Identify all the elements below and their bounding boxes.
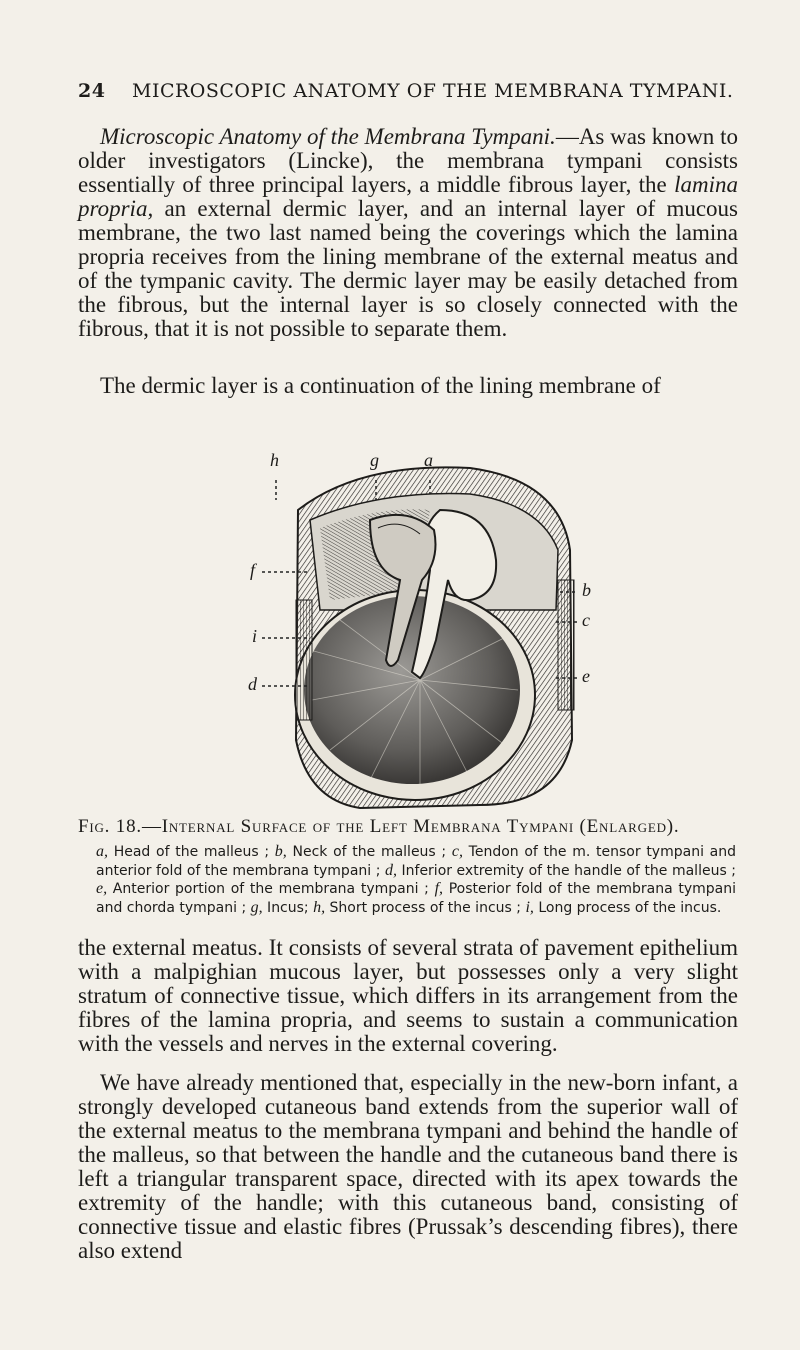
- label-a: a: [424, 450, 433, 470]
- legend-text: Tendon of the m. tensor tympani and anterior fold of the membrana tympani ;: [96, 844, 736, 879]
- paragraph-text: We have already mentioned that, especially in the new-born infant, a strongly developed cutaneous band extends from the superior wall of the external meatus to the membrana tympani and behind the handle of the malleus, so that between the handle and the cutaneous band there is left a triangular transparent space, directed with its apex towards the extremity of the handle; with this cutaneous band, consisting of connective tissue and elastic fibres (Prussak’s descending fibres), there also extend: [78, 1070, 738, 1263]
- label-i: i: [252, 626, 258, 646]
- running-title: MICROSCOPIC ANATOMY OF THE MEMBRANA TYMPANI.: [132, 80, 734, 102]
- legend-key: h,: [313, 898, 326, 916]
- legend-text: Incus;: [262, 899, 314, 916]
- legend-key: g,: [250, 898, 263, 916]
- figure-18: [240, 410, 600, 810]
- legend-text: Head of the malleus ;: [108, 844, 275, 860]
- paragraph-text: The dermic layer is a continuation of the lining membrane of: [100, 373, 661, 398]
- label-h: h: [270, 450, 279, 470]
- legend-key: e,: [96, 880, 108, 897]
- membrana-tympani-illustration: [240, 410, 600, 810]
- legend-text: Anterior portion of the membrana tympani ;: [107, 881, 435, 897]
- label-d: d: [248, 674, 257, 694]
- paragraph-text: an external dermic layer, and an internal layer of mucous membrane, the two last named being the coverings which the lamina propria receives from the lining membrane of the external meatus and of the tympanic cavity. The dermic layer may be easily detached from the fibrous, but the internal layer is so closely connected with the fibrous, that it is not possible to separate them.: [78, 196, 738, 341]
- legend-key: d,: [384, 861, 397, 879]
- section-lead: Microscopic Anatomy of the Membrana Tympani.: [100, 124, 556, 149]
- legend-key: f,: [434, 880, 444, 897]
- legend-text: Inferior extremity of the handle of the malleus ;: [396, 862, 736, 879]
- legend-key: c,: [451, 843, 463, 860]
- paragraph-text: —As was known to older investigators (Lincke), the membrana tympani consists essentially of three principal layers, a middle fibrous layer, the: [78, 124, 738, 197]
- label-f: f: [250, 560, 256, 580]
- legend-text: Long process of the incus.: [533, 899, 722, 916]
- page-number: 24: [78, 80, 106, 102]
- label-c: c: [582, 610, 590, 630]
- legend-key: b,: [274, 843, 287, 860]
- italic-term: lamina propria,: [78, 172, 738, 221]
- paragraph-intro: [78, 125, 738, 341]
- legend-key: i,: [525, 898, 534, 916]
- label-e: e: [582, 666, 590, 686]
- paragraph-cutaneous-band: [78, 1071, 738, 1263]
- label-b: b: [582, 580, 591, 600]
- paragraph-external-meatus: [78, 936, 738, 1056]
- paragraph-text: the external meatus. It consists of several strata of pavement epithelium with a malpighian mucous layer, but possesses only a very slight stratum of connective tissue, which differs in its arrangement from the fibres of the lamina propria, and seems to sustain a communication with the vessels and nerves in the external covering.: [78, 935, 738, 1056]
- figure-title: —Internal Surface of the Left Membrana Tympani (Enlarged).: [141, 816, 680, 837]
- figure-legend: [96, 843, 736, 917]
- legend-text: Short process of the incus ;: [325, 899, 526, 916]
- running-head: [78, 80, 734, 102]
- figure-number: Fig. 18.: [78, 816, 142, 837]
- paragraph-dermic-start: [78, 374, 738, 398]
- legend-key: a,: [96, 843, 108, 860]
- legend-text: Neck of the malleus ;: [286, 844, 452, 860]
- figure-caption: [78, 816, 738, 838]
- label-g: g: [370, 450, 379, 470]
- legend-text: Posterior fold of the membrana tympani and chorda tympani ;: [96, 881, 736, 916]
